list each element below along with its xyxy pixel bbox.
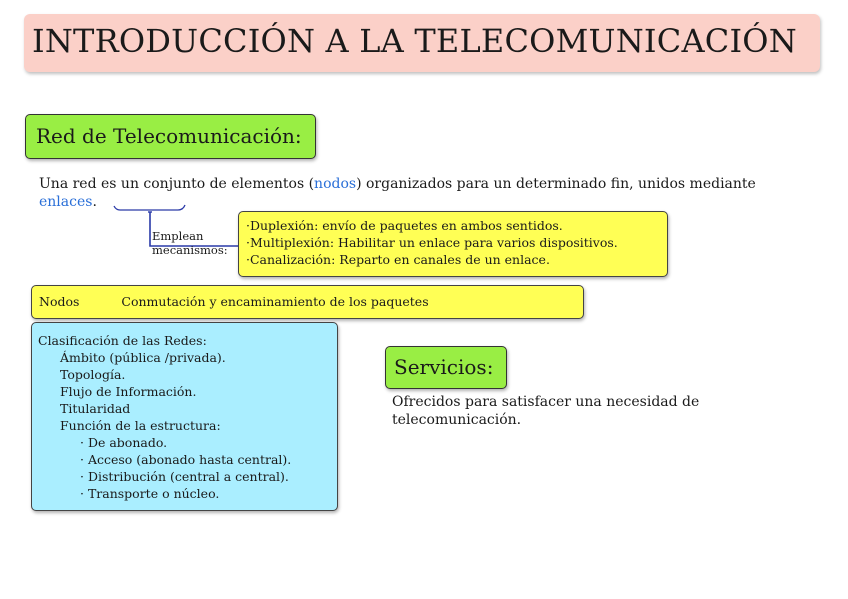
mecanismos-list bbox=[246, 217, 618, 268]
clasificacion-item: Titularidad bbox=[60, 401, 131, 416]
clasificacion-subitem: · De abonado. bbox=[80, 435, 168, 450]
clasificacion-subitem: · Distribución (central a central). bbox=[80, 469, 289, 484]
enlaces-bracket bbox=[114, 205, 185, 210]
mecanismo-item: ·Canalización: Reparto en canales de un enlace. bbox=[246, 252, 550, 267]
red-telecom-heading: Red de Telecomunicación: bbox=[36, 124, 302, 148]
clasificacion-item: Flujo de Información. bbox=[60, 384, 197, 399]
clasificacion-item: Topología. bbox=[60, 367, 126, 382]
clasificacion-subitem: · Acceso (abonado hasta central). bbox=[80, 452, 292, 467]
servicios-heading: Servicios: bbox=[394, 355, 494, 379]
mecanismo-item: ·Multiplexión: Habilitar un enlace para varios dispositivos. bbox=[246, 235, 618, 250]
intro-text-1: Una red es un conjunto de elementos ( bbox=[39, 176, 315, 192]
emplean-label bbox=[152, 229, 228, 257]
emplean-line-2: mecanismos: bbox=[152, 243, 228, 257]
clasificacion-item: Ámbito (pública /privada). bbox=[60, 350, 226, 365]
nodos-description: Conmutación y encaminamiento de los paquetes bbox=[121, 294, 429, 309]
servicios-description: Ofrecidos para satisfacer una necesidad de telecomunicación. bbox=[392, 394, 700, 428]
enlaces-term: enlaces bbox=[39, 194, 93, 210]
clasificacion-item: Función de la estructura: bbox=[60, 418, 221, 433]
clasificacion-subitem: · Transporte o núcleo. bbox=[80, 486, 220, 501]
nodos-term: nodos bbox=[314, 176, 357, 192]
clasificacion-list bbox=[38, 332, 291, 502]
intro-text-2: ) organizados para un determinado fin, unidos mediante bbox=[356, 176, 756, 192]
emplean-line-1: Emplean bbox=[152, 229, 204, 243]
nodos-row bbox=[39, 294, 429, 309]
mecanismo-item: ·Duplexión: envío de paquetes en ambos sentidos. bbox=[246, 218, 563, 233]
nodos-label: Nodos bbox=[39, 294, 80, 309]
intro-text-3: . bbox=[92, 194, 97, 210]
page-title: INTRODUCCIÓN A LA TELECOMUNICACIÓN bbox=[32, 22, 797, 60]
clasificacion-heading: Clasificación de las Redes: bbox=[38, 333, 207, 348]
